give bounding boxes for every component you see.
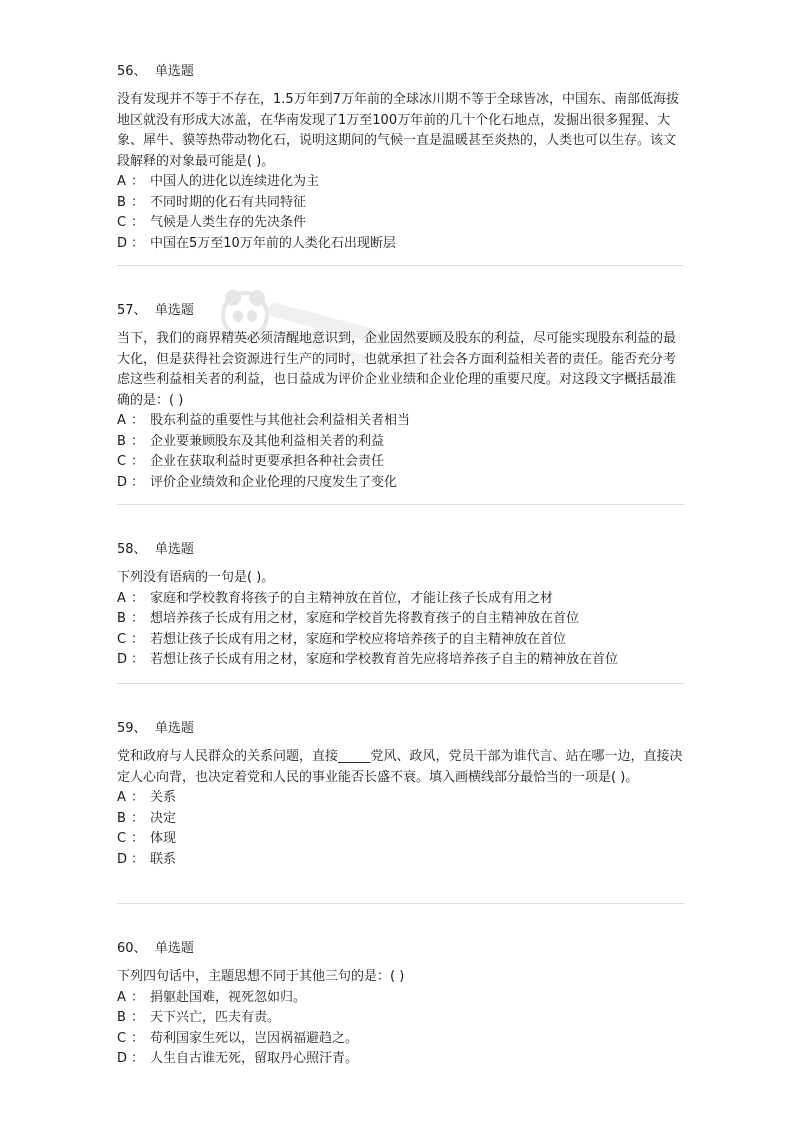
question-number-separator: 、	[133, 721, 147, 736]
question-divider	[117, 265, 684, 266]
question-header	[117, 62, 687, 82]
option-text: 想培养孩子长成有用之材，家庭和学校首先将教育孩子的自主精神放在首位	[150, 611, 580, 626]
question-number-separator: 、	[133, 303, 147, 318]
option-text: 捐躯赴国难，视死忽如归。	[150, 989, 307, 1005]
option-text: 不同时期的化石有共同特征	[150, 194, 307, 210]
question-number: 58	[117, 542, 134, 557]
question-type: 单选题	[154, 941, 194, 956]
option-a[interactable]: A ： 中国人的进化以连续进化为主	[117, 174, 320, 189]
option-text: 若想让孩子长成有用之材，家庭和学校应将培养孩子的自主精神放在首位	[150, 631, 567, 647]
option-text: 中国在5万至10万年前的人类化石出现断层	[150, 235, 396, 251]
question-type: 单选题	[154, 542, 194, 557]
option-d[interactable]: D ： 若想让孩子长成有用之材，家庭和学校教育首先应将培养孩子自主的精神放在首位	[117, 652, 619, 667]
option-d[interactable]: D ： 中国在5万至10万年前的人类化石出现断层	[117, 235, 396, 251]
question-header	[117, 939, 687, 959]
question-divider	[117, 903, 684, 904]
question-number: 56	[117, 64, 134, 79]
option-text: 企业要兼顾股东及其他利益相关者的利益	[150, 433, 385, 449]
option-text: 评价企业绩效和企业伦理的尺度发生了变化	[150, 474, 398, 490]
question-number-separator: 、	[133, 941, 147, 956]
option-text: 气候是人类生存的先决条件	[150, 215, 307, 230]
option-text: 天下兴亡，匹夫有责。	[150, 1010, 281, 1025]
question-stem: 下列四句话中，主题思想不同于其他三句的是：( )	[117, 969, 405, 984]
option-a[interactable]: A ： 股东利益的重要性与其他社会利益相关者相当	[117, 413, 411, 428]
question-type: 单选题	[154, 303, 194, 318]
question-divider	[117, 683, 684, 684]
option-d[interactable]: D ： 联系	[117, 851, 177, 867]
option-text: 体现	[150, 831, 177, 846]
question-number-separator: 、	[133, 64, 147, 79]
question-divider	[117, 504, 684, 505]
option-text: 若想让孩子长成有用之材，家庭和学校教育首先应将培养孩子自主的精神放在首位	[150, 652, 619, 667]
question-56	[117, 62, 687, 254]
question-stem: 党和政府与人民群众的关系问题，直接_____党风、政风，党员干部为谁代言、站在哪一边，直接决定人心向背，也决定着党和人民的事业能否长盛不衰。填入画横线部分最恰当的一项是( )。	[117, 749, 683, 785]
option-c[interactable]: C ： 若想让孩子长成有用之材，家庭和学校应将培养孩子的自主精神放在首位	[117, 631, 567, 647]
option-b[interactable]: B ： 想培养孩子长成有用之材，家庭和学校首先将教育孩子的自主精神放在首位	[117, 611, 580, 626]
option-b[interactable]: B ： 天下兴亡，匹夫有责。	[117, 1010, 281, 1025]
option-text: 股东利益的重要性与其他社会利益相关者相当	[150, 413, 411, 428]
option-text: 中国人的进化以连续进化为主	[150, 174, 320, 189]
option-text: 决定	[150, 810, 177, 826]
option-b[interactable]: B ： 企业要兼顾股东及其他利益相关者的利益	[117, 433, 385, 449]
option-text: 人生自古谁无死，留取丹心照汗青。	[150, 1051, 359, 1066]
option-c[interactable]: C ： 气候是人类生存的先决条件	[117, 215, 307, 230]
option-c[interactable]: C ： 苟利国家生死以，岂因祸福避趋之。	[117, 1030, 359, 1046]
question-header	[117, 719, 687, 739]
question-number: 57	[117, 303, 134, 318]
question-number: 60	[117, 941, 134, 956]
question-59	[117, 719, 687, 870]
question-57	[117, 301, 687, 493]
option-a[interactable]: A ： 家庭和学校教育将孩子的自主精神放在首位，才能让孩子长成有用之材	[117, 590, 554, 606]
option-text: 联系	[150, 851, 177, 867]
option-text: 关系	[150, 790, 177, 805]
option-a[interactable]: A ： 捐躯赴国难，视死忽如归。	[117, 989, 307, 1005]
question-stem: 没有发现并不等于不存在，1.5万年到7万年前的全球冰川期不等于全球皆冰，中国东、南部低海拔地区就没有形成大冰盖，在华南发现了1万至100万年前的几十个化石地点，发掘出很多猩猩、大象、犀牛、貘等热带动物化石，说明这期间的气候一直是温暖甚至炎热的，人类也可以生存。该文段解释的对象最可能是( )。	[117, 92, 679, 169]
question-header	[117, 301, 687, 321]
question-stem: 当下，我们的商界精英必须清醒地意识到，企业固然要顾及股东的利益，尽可能实现股东利益的最大化，但是获得社会资源进行生产的同时，也就承担了社会各方面利益相关者的责任。能否充分考虑这些利益相关者的利益，也日益成为评价企业业绩和企业伦理的重要尺度。对这段文字概括最准确的是：( )	[117, 331, 677, 408]
option-d[interactable]: D ： 人生自古谁无死，留取丹心照汗青。	[117, 1051, 359, 1066]
option-text: 企业在获取利益时更要承担各种社会责任	[150, 454, 385, 469]
option-b[interactable]: B ： 决定	[117, 810, 177, 826]
option-a[interactable]: A ： 关系	[117, 790, 177, 805]
question-type: 单选题	[154, 721, 194, 736]
question-number: 59	[117, 721, 134, 736]
option-c[interactable]: C ： 企业在获取利益时更要承担各种社会责任	[117, 454, 385, 469]
question-number-separator: 、	[133, 542, 147, 557]
option-text: 家庭和学校教育将孩子的自主精神放在首位，才能让孩子长成有用之材	[150, 590, 554, 606]
option-d[interactable]: D ： 评价企业绩效和企业伦理的尺度发生了变化	[117, 474, 398, 490]
question-type: 单选题	[154, 64, 194, 79]
question-60	[117, 939, 687, 1070]
option-c[interactable]: C ： 体现	[117, 831, 177, 846]
question-header	[117, 540, 687, 560]
option-text: 苟利国家生死以，岂因祸福避趋之。	[150, 1030, 359, 1046]
question-58	[117, 540, 687, 671]
question-stem: 下列没有语病的一句是( )。	[117, 570, 275, 585]
option-b[interactable]: B ： 不同时期的化石有共同特征	[117, 194, 307, 210]
